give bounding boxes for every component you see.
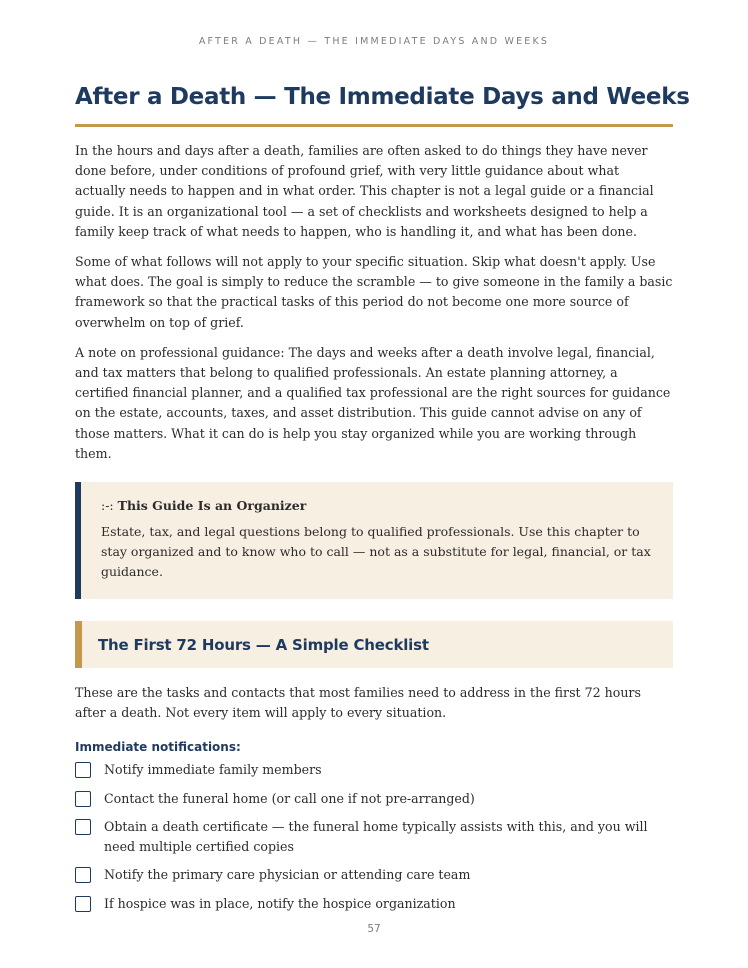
body-paragraph-3: A note on professional guidance: The days and weeks after a death involve legal, financial, and tax matters that belong to qualified professionals. An estate planning attorney, a certified financial planner, and a qualified tax professional are the right sources for guidance on the estate, accounts, taxes, and asset distribution. This guide cannot advise on any of those matters. What it can do is help you stay organized while you are working through them. (75, 344, 671, 461)
body-paragraph-1: In the hours and days after a death, families are often asked to do things they have never done before, under conditions of profound grief, with very little guidance about what actually needs to happen and in what order. This chapter is not a legal guide or a financial guide. It is an organizational tool — a set of checklists and worksheets designed to help a family keep track of what needs to happen, who is handling it, and what has been done. (75, 143, 654, 239)
callout-heading-line (101, 497, 653, 515)
checkbox[interactable] (75, 762, 91, 778)
callout-text: Estate, tax, and legal questions belong to qualified professionals. Use this chapter to stay organized and to know who to call — not as a substitute for legal, financial, or tax guidance. (101, 524, 651, 580)
checkbox[interactable] (75, 791, 91, 807)
checkbox[interactable] (75, 867, 91, 883)
notification-checklist (75, 760, 673, 913)
page-title: After a Death — The Immediate Days and Weeks (75, 82, 673, 127)
organizer-callout (75, 482, 673, 599)
checklist-item (75, 760, 673, 780)
checklist-item-label: Notify the primary care physician or attending care team (104, 867, 471, 883)
checklist-item-label: Contact the funeral home (or call one if not pre-arranged) (104, 790, 475, 806)
checklist-subheading: Immediate notifications: (75, 740, 241, 755)
checklist-item (75, 817, 673, 856)
checkbox[interactable] (75, 819, 91, 835)
callout-prefix: :-: (101, 498, 114, 514)
section-header-bar (75, 621, 673, 668)
section-heading: The First 72 Hours — A Simple Checklist (98, 635, 429, 654)
checklist-item-label: Notify immediate family members (104, 762, 322, 778)
checklist-item-label: If hospice was in place, notify the hospice organization (104, 895, 456, 911)
page-content (75, 82, 690, 913)
checklist-item (75, 789, 673, 809)
running-head: AFTER A DEATH — THE IMMEDIATE DAYS AND WEEKS (198, 36, 550, 47)
checkbox[interactable] (75, 896, 91, 912)
body-paragraph-2: Some of what follows will not apply to your specific situation. Skip what doesn't apply. Use what does. The goal is simply to reduce the scramble — to give someone in the family a basic framework so that the practical tasks of this period do not become one more source of overwhelm on top of grief. (75, 254, 673, 330)
page-number: 57 (367, 923, 381, 935)
checklist-item (75, 894, 673, 914)
section-intro: These are the tasks and contacts that most families need to address in the first 72 hours after a death. Not every item will apply to every situation. (75, 685, 641, 721)
callout-heading: This Guide Is an Organizer (117, 498, 307, 514)
checklist-item (75, 865, 673, 885)
checklist-item-label: Obtain a death certificate — the funeral home typically assists with this, and you will need multiple certified copies (104, 819, 648, 854)
